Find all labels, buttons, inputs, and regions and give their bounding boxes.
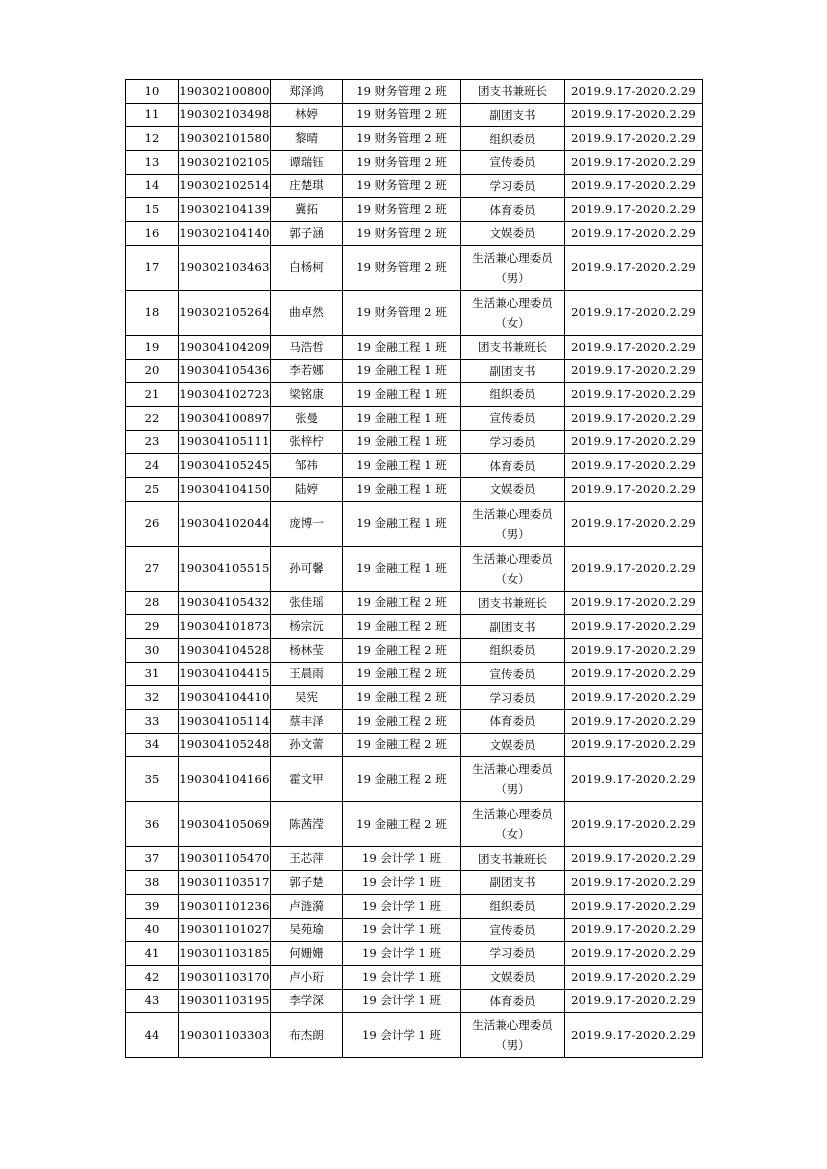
student-id-cell: 190301105470 — [179, 847, 271, 871]
class-name-cell: 19 财务管理 2 班 — [343, 290, 461, 335]
class-name-cell: 19 会计学 1 班 — [343, 942, 461, 966]
term-period-cell: 2019.9.17-2020.2.29 — [565, 103, 703, 127]
student-id-cell: 190301103185 — [179, 942, 271, 966]
student-name-cell: 卢涟漪 — [271, 894, 343, 918]
position-cell: 学习委员 — [461, 430, 565, 454]
position-cell: 生活兼心理委员（男） — [461, 501, 565, 546]
term-period-cell: 2019.9.17-2020.2.29 — [565, 501, 703, 546]
student-id-cell: 190304104150 — [179, 477, 271, 501]
table-row — [126, 335, 703, 359]
roster-body — [126, 80, 703, 1058]
class-name-cell: 19 金融工程 2 班 — [343, 591, 461, 615]
table-row — [126, 290, 703, 335]
table-row — [126, 757, 703, 802]
student-id-cell: 190302105264 — [179, 290, 271, 335]
student-id-cell: 190302101580 — [179, 127, 271, 151]
term-period-cell: 2019.9.17-2020.2.29 — [565, 733, 703, 757]
position-cell: 体育委员 — [461, 710, 565, 734]
class-name-cell: 19 金融工程 1 班 — [343, 454, 461, 478]
student-name-cell: 李学深 — [271, 989, 343, 1013]
class-name-cell: 19 金融工程 1 班 — [343, 501, 461, 546]
term-period-cell: 2019.9.17-2020.2.29 — [565, 127, 703, 151]
row-number-cell: 30 — [126, 639, 179, 663]
row-number-cell: 29 — [126, 615, 179, 639]
table-row — [126, 454, 703, 478]
table-row — [126, 942, 703, 966]
student-id-cell: 190301103195 — [179, 989, 271, 1013]
table-row — [126, 733, 703, 757]
row-number-cell: 34 — [126, 733, 179, 757]
student-name-cell: 白杨柯 — [271, 245, 343, 290]
row-number-cell: 15 — [126, 198, 179, 222]
class-name-cell: 19 财务管理 2 班 — [343, 198, 461, 222]
row-number-cell: 44 — [126, 1013, 179, 1058]
row-number-cell: 13 — [126, 151, 179, 175]
student-name-cell: 郭子涵 — [271, 222, 343, 246]
class-name-cell: 19 金融工程 2 班 — [343, 639, 461, 663]
class-name-cell: 19 会计学 1 班 — [343, 965, 461, 989]
row-number-cell: 23 — [126, 430, 179, 454]
term-period-cell: 2019.9.17-2020.2.29 — [565, 290, 703, 335]
class-name-cell: 19 财务管理 2 班 — [343, 245, 461, 290]
table-row — [126, 871, 703, 895]
student-name-cell: 张梓柠 — [271, 430, 343, 454]
student-name-cell: 庞博一 — [271, 501, 343, 546]
student-name-cell: 李若娜 — [271, 359, 343, 383]
term-period-cell: 2019.9.17-2020.2.29 — [565, 871, 703, 895]
student-name-cell: 吴苑瑜 — [271, 918, 343, 942]
class-name-cell: 19 会计学 1 班 — [343, 871, 461, 895]
class-name-cell: 19 会计学 1 班 — [343, 918, 461, 942]
cadre-roster-table — [125, 79, 703, 1058]
student-id-cell: 190304105245 — [179, 454, 271, 478]
class-name-cell: 19 金融工程 2 班 — [343, 615, 461, 639]
term-period-cell: 2019.9.17-2020.2.29 — [565, 359, 703, 383]
position-cell: 宣传委员 — [461, 662, 565, 686]
position-cell: 文娱委员 — [461, 965, 565, 989]
position-cell: 团支书兼班长 — [461, 591, 565, 615]
student-id-cell: 190301103170 — [179, 965, 271, 989]
table-row — [126, 591, 703, 615]
table-row — [126, 198, 703, 222]
table-row — [126, 615, 703, 639]
term-period-cell: 2019.9.17-2020.2.29 — [565, 80, 703, 104]
position-cell: 宣传委员 — [461, 406, 565, 430]
class-name-cell: 19 金融工程 2 班 — [343, 733, 461, 757]
student-name-cell: 马浩哲 — [271, 335, 343, 359]
table-row — [126, 151, 703, 175]
student-id-cell: 190304105111 — [179, 430, 271, 454]
position-cell: 生活兼心理委员（女） — [461, 290, 565, 335]
student-id-cell: 190304104528 — [179, 639, 271, 663]
table-row — [126, 174, 703, 198]
table-row — [126, 80, 703, 104]
student-id-cell: 190304104166 — [179, 757, 271, 802]
student-id-cell: 190304104410 — [179, 686, 271, 710]
student-id-cell: 190304105114 — [179, 710, 271, 734]
row-number-cell: 22 — [126, 406, 179, 430]
student-id-cell: 190302104140 — [179, 222, 271, 246]
student-name-cell: 林婷 — [271, 103, 343, 127]
term-period-cell: 2019.9.17-2020.2.29 — [565, 245, 703, 290]
class-name-cell: 19 会计学 1 班 — [343, 894, 461, 918]
table-row — [126, 222, 703, 246]
row-number-cell: 38 — [126, 871, 179, 895]
class-name-cell: 19 财务管理 2 班 — [343, 151, 461, 175]
term-period-cell: 2019.9.17-2020.2.29 — [565, 802, 703, 847]
class-name-cell: 19 金融工程 1 班 — [343, 477, 461, 501]
student-id-cell: 190301101236 — [179, 894, 271, 918]
student-id-cell: 190304105069 — [179, 802, 271, 847]
term-period-cell: 2019.9.17-2020.2.29 — [565, 454, 703, 478]
position-cell: 团支书兼班长 — [461, 847, 565, 871]
student-id-cell: 190304105432 — [179, 591, 271, 615]
table-row — [126, 894, 703, 918]
student-id-cell: 190304105248 — [179, 733, 271, 757]
student-name-cell: 谭瑞钰 — [271, 151, 343, 175]
class-name-cell: 19 财务管理 2 班 — [343, 80, 461, 104]
row-number-cell: 17 — [126, 245, 179, 290]
position-cell: 副团支书 — [461, 871, 565, 895]
student-id-cell: 190301101027 — [179, 918, 271, 942]
row-number-cell: 39 — [126, 894, 179, 918]
row-number-cell: 36 — [126, 802, 179, 847]
student-name-cell: 张曼 — [271, 406, 343, 430]
row-number-cell: 31 — [126, 662, 179, 686]
table-row — [126, 710, 703, 734]
position-cell: 体育委员 — [461, 989, 565, 1013]
student-name-cell: 杨林莹 — [271, 639, 343, 663]
table-row — [126, 103, 703, 127]
table-row — [126, 686, 703, 710]
class-name-cell: 19 财务管理 2 班 — [343, 103, 461, 127]
table-row — [126, 359, 703, 383]
term-period-cell: 2019.9.17-2020.2.29 — [565, 757, 703, 802]
row-number-cell: 37 — [126, 847, 179, 871]
row-number-cell: 24 — [126, 454, 179, 478]
term-period-cell: 2019.9.17-2020.2.29 — [565, 686, 703, 710]
student-id-cell: 190304105515 — [179, 546, 271, 591]
position-cell: 副团支书 — [461, 615, 565, 639]
class-name-cell: 19 金融工程 1 班 — [343, 546, 461, 591]
row-number-cell: 43 — [126, 989, 179, 1013]
student-name-cell: 孙可馨 — [271, 546, 343, 591]
student-name-cell: 郭子楚 — [271, 871, 343, 895]
table-row — [126, 662, 703, 686]
class-name-cell: 19 财务管理 2 班 — [343, 222, 461, 246]
student-name-cell: 黎晴 — [271, 127, 343, 151]
table-row — [126, 802, 703, 847]
row-number-cell: 41 — [126, 942, 179, 966]
class-name-cell: 19 金融工程 1 班 — [343, 359, 461, 383]
term-period-cell: 2019.9.17-2020.2.29 — [565, 942, 703, 966]
student-name-cell: 庄楚琪 — [271, 174, 343, 198]
student-name-cell: 张佳瑶 — [271, 591, 343, 615]
row-number-cell: 19 — [126, 335, 179, 359]
position-cell: 文娱委员 — [461, 733, 565, 757]
position-cell: 生活兼心理委员（男） — [461, 1013, 565, 1058]
term-period-cell: 2019.9.17-2020.2.29 — [565, 477, 703, 501]
position-cell: 团支书兼班长 — [461, 335, 565, 359]
table-row — [126, 989, 703, 1013]
position-cell: 副团支书 — [461, 103, 565, 127]
row-number-cell: 27 — [126, 546, 179, 591]
term-period-cell: 2019.9.17-2020.2.29 — [565, 662, 703, 686]
term-period-cell: 2019.9.17-2020.2.29 — [565, 847, 703, 871]
position-cell: 文娱委员 — [461, 222, 565, 246]
table-row — [126, 406, 703, 430]
position-cell: 学习委员 — [461, 686, 565, 710]
position-cell: 学习委员 — [461, 174, 565, 198]
class-name-cell: 19 金融工程 1 班 — [343, 406, 461, 430]
row-number-cell: 32 — [126, 686, 179, 710]
class-name-cell: 19 金融工程 2 班 — [343, 802, 461, 847]
row-number-cell: 25 — [126, 477, 179, 501]
row-number-cell: 35 — [126, 757, 179, 802]
term-period-cell: 2019.9.17-2020.2.29 — [565, 198, 703, 222]
student-name-cell: 杨宗沅 — [271, 615, 343, 639]
student-id-cell: 190302103498 — [179, 103, 271, 127]
table-row — [126, 639, 703, 663]
position-cell: 体育委员 — [461, 454, 565, 478]
class-name-cell: 19 财务管理 2 班 — [343, 127, 461, 151]
class-name-cell: 19 金融工程 1 班 — [343, 383, 461, 407]
term-period-cell: 2019.9.17-2020.2.29 — [565, 174, 703, 198]
term-period-cell: 2019.9.17-2020.2.29 — [565, 335, 703, 359]
term-period-cell: 2019.9.17-2020.2.29 — [565, 383, 703, 407]
row-number-cell: 18 — [126, 290, 179, 335]
student-name-cell: 陈茜滢 — [271, 802, 343, 847]
student-id-cell: 190304104415 — [179, 662, 271, 686]
term-period-cell: 2019.9.17-2020.2.29 — [565, 546, 703, 591]
position-cell: 组织委员 — [461, 894, 565, 918]
class-name-cell: 19 金融工程 1 班 — [343, 335, 461, 359]
student-name-cell: 梁铭康 — [271, 383, 343, 407]
table-row — [126, 501, 703, 546]
position-cell: 生活兼心理委员（男） — [461, 757, 565, 802]
student-name-cell: 王芯萍 — [271, 847, 343, 871]
student-name-cell: 陆婷 — [271, 477, 343, 501]
student-id-cell: 190302100800 — [179, 80, 271, 104]
class-name-cell: 19 金融工程 2 班 — [343, 662, 461, 686]
student-name-cell: 蔡丰泽 — [271, 710, 343, 734]
position-cell: 宣传委员 — [461, 918, 565, 942]
term-period-cell: 2019.9.17-2020.2.29 — [565, 894, 703, 918]
row-number-cell: 20 — [126, 359, 179, 383]
position-cell: 组织委员 — [461, 639, 565, 663]
position-cell: 组织委员 — [461, 383, 565, 407]
term-period-cell: 2019.9.17-2020.2.29 — [565, 639, 703, 663]
term-period-cell: 2019.9.17-2020.2.29 — [565, 151, 703, 175]
class-name-cell: 19 金融工程 2 班 — [343, 757, 461, 802]
row-number-cell: 33 — [126, 710, 179, 734]
term-period-cell: 2019.9.17-2020.2.29 — [565, 222, 703, 246]
student-id-cell: 190302102514 — [179, 174, 271, 198]
student-name-cell: 卢小珩 — [271, 965, 343, 989]
term-period-cell: 2019.9.17-2020.2.29 — [565, 1013, 703, 1058]
position-cell: 宣传委员 — [461, 151, 565, 175]
student-id-cell: 190301103303 — [179, 1013, 271, 1058]
student-id-cell: 190304102044 — [179, 501, 271, 546]
row-number-cell: 10 — [126, 80, 179, 104]
class-name-cell: 19 金融工程 2 班 — [343, 686, 461, 710]
student-name-cell: 郑泽鸿 — [271, 80, 343, 104]
position-cell: 团支书兼班长 — [461, 80, 565, 104]
term-period-cell: 2019.9.17-2020.2.29 — [565, 406, 703, 430]
student-id-cell: 190301103517 — [179, 871, 271, 895]
row-number-cell: 16 — [126, 222, 179, 246]
student-id-cell: 190304104209 — [179, 335, 271, 359]
position-cell: 学习委员 — [461, 942, 565, 966]
table-row — [126, 383, 703, 407]
table-row — [126, 127, 703, 151]
term-period-cell: 2019.9.17-2020.2.29 — [565, 989, 703, 1013]
class-name-cell: 19 会计学 1 班 — [343, 847, 461, 871]
position-cell: 生活兼心理委员（男） — [461, 245, 565, 290]
position-cell: 体育委员 — [461, 198, 565, 222]
student-name-cell: 霍文甲 — [271, 757, 343, 802]
term-period-cell: 2019.9.17-2020.2.29 — [565, 918, 703, 942]
term-period-cell: 2019.9.17-2020.2.29 — [565, 965, 703, 989]
class-name-cell: 19 会计学 1 班 — [343, 1013, 461, 1058]
student-id-cell: 190304105436 — [179, 359, 271, 383]
row-number-cell: 40 — [126, 918, 179, 942]
table-row — [126, 430, 703, 454]
row-number-cell: 14 — [126, 174, 179, 198]
student-id-cell: 190302102105 — [179, 151, 271, 175]
student-name-cell: 冀拓 — [271, 198, 343, 222]
row-number-cell: 42 — [126, 965, 179, 989]
row-number-cell: 28 — [126, 591, 179, 615]
row-number-cell: 26 — [126, 501, 179, 546]
term-period-cell: 2019.9.17-2020.2.29 — [565, 430, 703, 454]
position-cell: 组织委员 — [461, 127, 565, 151]
student-name-cell: 王晨雨 — [271, 662, 343, 686]
student-name-cell: 孙文蕾 — [271, 733, 343, 757]
student-id-cell: 190302103463 — [179, 245, 271, 290]
row-number-cell: 11 — [126, 103, 179, 127]
class-name-cell: 19 金融工程 2 班 — [343, 710, 461, 734]
student-name-cell: 吴宪 — [271, 686, 343, 710]
student-name-cell: 布杰朗 — [271, 1013, 343, 1058]
table-row — [126, 546, 703, 591]
table-row — [126, 477, 703, 501]
position-cell: 生活兼心理委员（女） — [461, 546, 565, 591]
student-id-cell: 190304101873 — [179, 615, 271, 639]
table-row — [126, 965, 703, 989]
position-cell: 生活兼心理委员（女） — [461, 802, 565, 847]
table-row — [126, 245, 703, 290]
term-period-cell: 2019.9.17-2020.2.29 — [565, 591, 703, 615]
student-id-cell: 190302104139 — [179, 198, 271, 222]
row-number-cell: 12 — [126, 127, 179, 151]
table-row — [126, 1013, 703, 1058]
student-id-cell: 190304100897 — [179, 406, 271, 430]
class-name-cell: 19 会计学 1 班 — [343, 989, 461, 1013]
student-name-cell: 曲卓然 — [271, 290, 343, 335]
table-row — [126, 918, 703, 942]
student-id-cell: 190304102723 — [179, 383, 271, 407]
class-name-cell: 19 财务管理 2 班 — [343, 174, 461, 198]
class-name-cell: 19 金融工程 1 班 — [343, 430, 461, 454]
student-name-cell: 邹祎 — [271, 454, 343, 478]
position-cell: 副团支书 — [461, 359, 565, 383]
term-period-cell: 2019.9.17-2020.2.29 — [565, 615, 703, 639]
row-number-cell: 21 — [126, 383, 179, 407]
term-period-cell: 2019.9.17-2020.2.29 — [565, 710, 703, 734]
student-name-cell: 何姗姗 — [271, 942, 343, 966]
table-row — [126, 847, 703, 871]
position-cell: 文娱委员 — [461, 477, 565, 501]
